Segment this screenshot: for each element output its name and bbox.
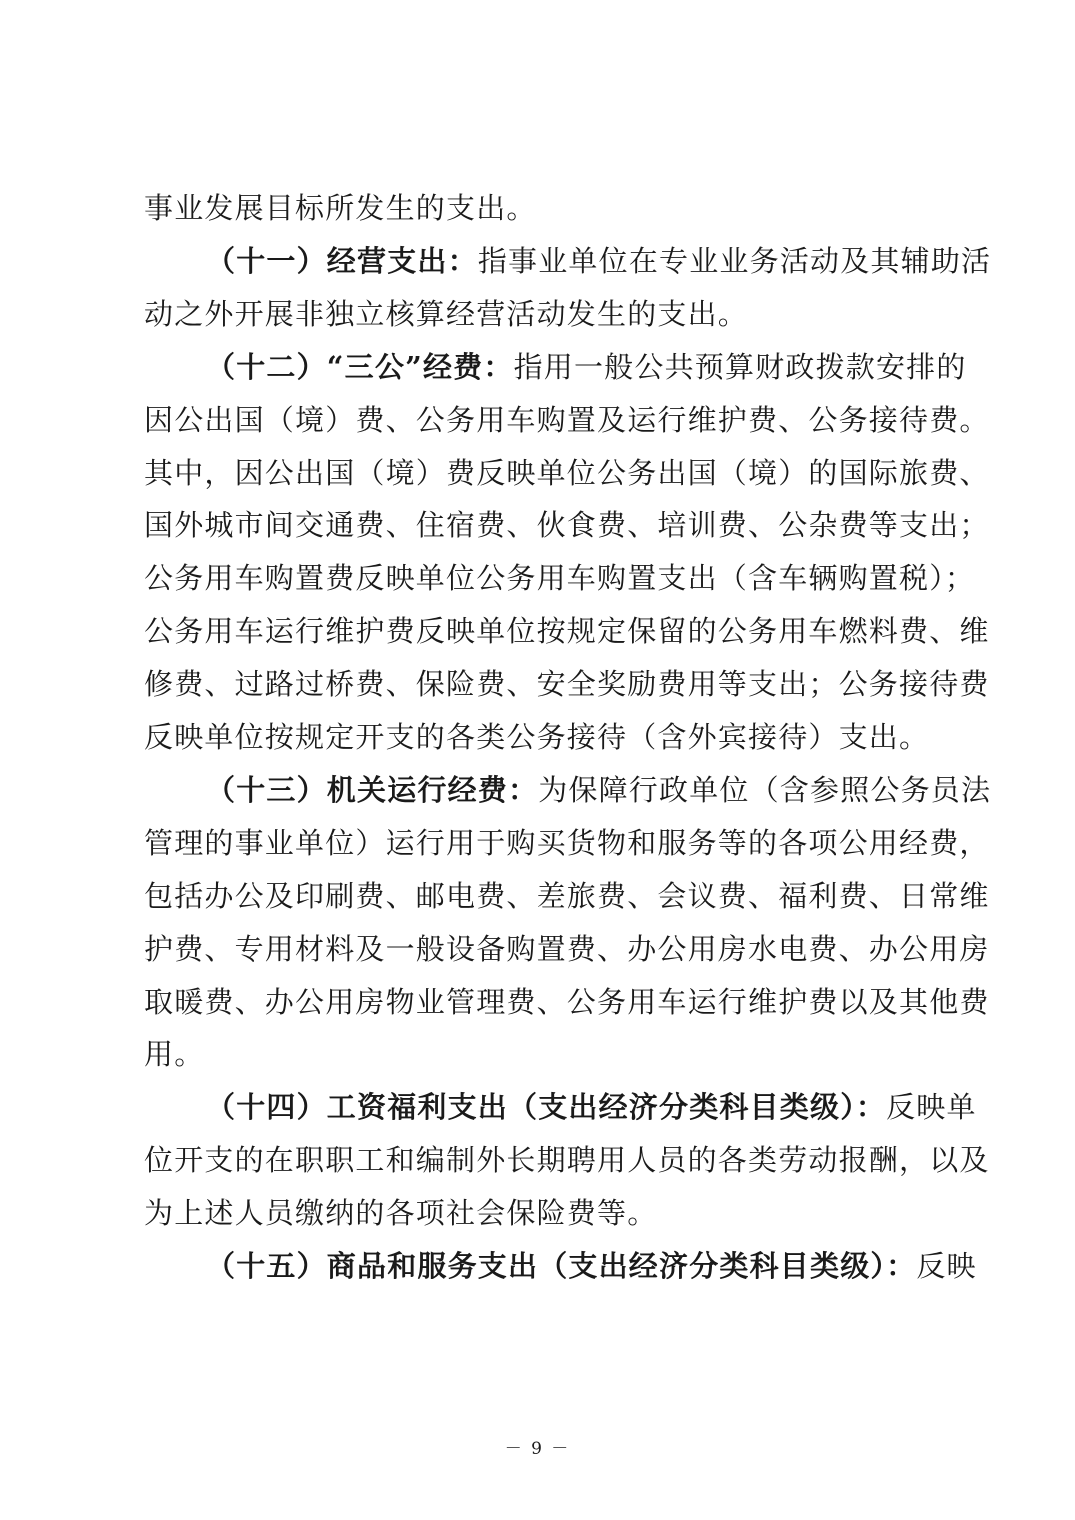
text-run: 取暖费、办公用房物业管理费、公务用车运行维护费以及其他费	[144, 985, 990, 1019]
text-run: 事业发展目标所发生的支出。	[144, 191, 537, 225]
text-run: 国外城市间交通费、住宿费、伙食费、培训费、公杂费等支出；	[144, 508, 990, 542]
text-line	[144, 611, 990, 651]
text-line	[206, 347, 1006, 387]
text-line	[144, 294, 944, 334]
text-run: 动之外开展非独立核算经营活动发生的支出。	[144, 297, 749, 331]
text-run: 公务用车运行维护费反映单位按规定保留的公务用车燃料费、维	[144, 614, 990, 648]
text-run: 因公出国（境）费、公务用车购置及运行维护费、公务接待费。	[144, 403, 990, 437]
text-line	[144, 188, 944, 228]
paragraph-heading: （十三）机关运行经费：	[206, 773, 539, 807]
paragraph-heading: （十二）“三公”经费：	[206, 350, 514, 384]
text-run: 包括办公及印刷费、邮电费、差旅费、会议费、福利费、日常维	[144, 879, 990, 913]
text-run: 用。	[144, 1037, 205, 1071]
text-line	[144, 929, 990, 969]
text-run: 指用一般公共预算财政拨款安排的	[513, 350, 967, 384]
text-line	[144, 1034, 944, 1074]
text-line	[144, 717, 944, 757]
page-number: － 9 －	[504, 1439, 571, 1459]
paragraph-heading: （十五）商品和服务支出（支出经济分类科目类级）：	[206, 1249, 917, 1283]
text-line	[206, 770, 1006, 810]
text-run: 为保障行政单位（含参照公务员法	[538, 773, 992, 807]
text-line	[144, 1140, 990, 1180]
text-line	[144, 1193, 944, 1233]
text-line	[144, 982, 990, 1022]
text-run: 反映单位按规定开支的各类公务接待（含外宾接待）支出。	[144, 720, 930, 754]
text-run: 位开支的在职职工和编制外长期聘用人员的各类劳动报酬，以及	[144, 1143, 990, 1177]
text-run: 反映单	[886, 1090, 977, 1124]
text-line	[144, 505, 990, 545]
text-line	[144, 558, 976, 598]
text-line	[144, 664, 990, 704]
text-line	[144, 400, 990, 440]
text-run: 护费、专用材料及一般设备购置费、办公用房水电费、办公用房	[144, 932, 990, 966]
paragraph-heading: （十四）工资福利支出（支出经济分类科目类级）：	[206, 1090, 887, 1124]
text-run: 其中，因公出国（境）费反映单位公务出国（境）的国际旅费、	[144, 456, 990, 490]
text-line	[206, 1246, 1006, 1286]
text-run: 修费、过路过桥费、保险费、安全奖励费用等支出；公务接待费	[144, 667, 990, 701]
text-run: 公务用车购置费反映单位公务用车购置支出（含车辆购置税）；	[144, 561, 976, 595]
text-run: 为上述人员缴纳的各项社会保险费等。	[144, 1196, 658, 1230]
text-line	[144, 453, 990, 493]
text-line	[144, 876, 990, 916]
text-line	[206, 1087, 1006, 1127]
paragraph-heading: （十一）经营支出：	[206, 244, 478, 278]
text-run: 管理的事业单位）运行用于购买货物和服务等的各项公用经费，	[144, 826, 990, 860]
text-line	[144, 823, 990, 863]
text-run: 指事业单位在专业业务活动及其辅助活	[477, 244, 992, 278]
text-line	[206, 241, 1006, 281]
text-run: 反映	[916, 1249, 977, 1283]
